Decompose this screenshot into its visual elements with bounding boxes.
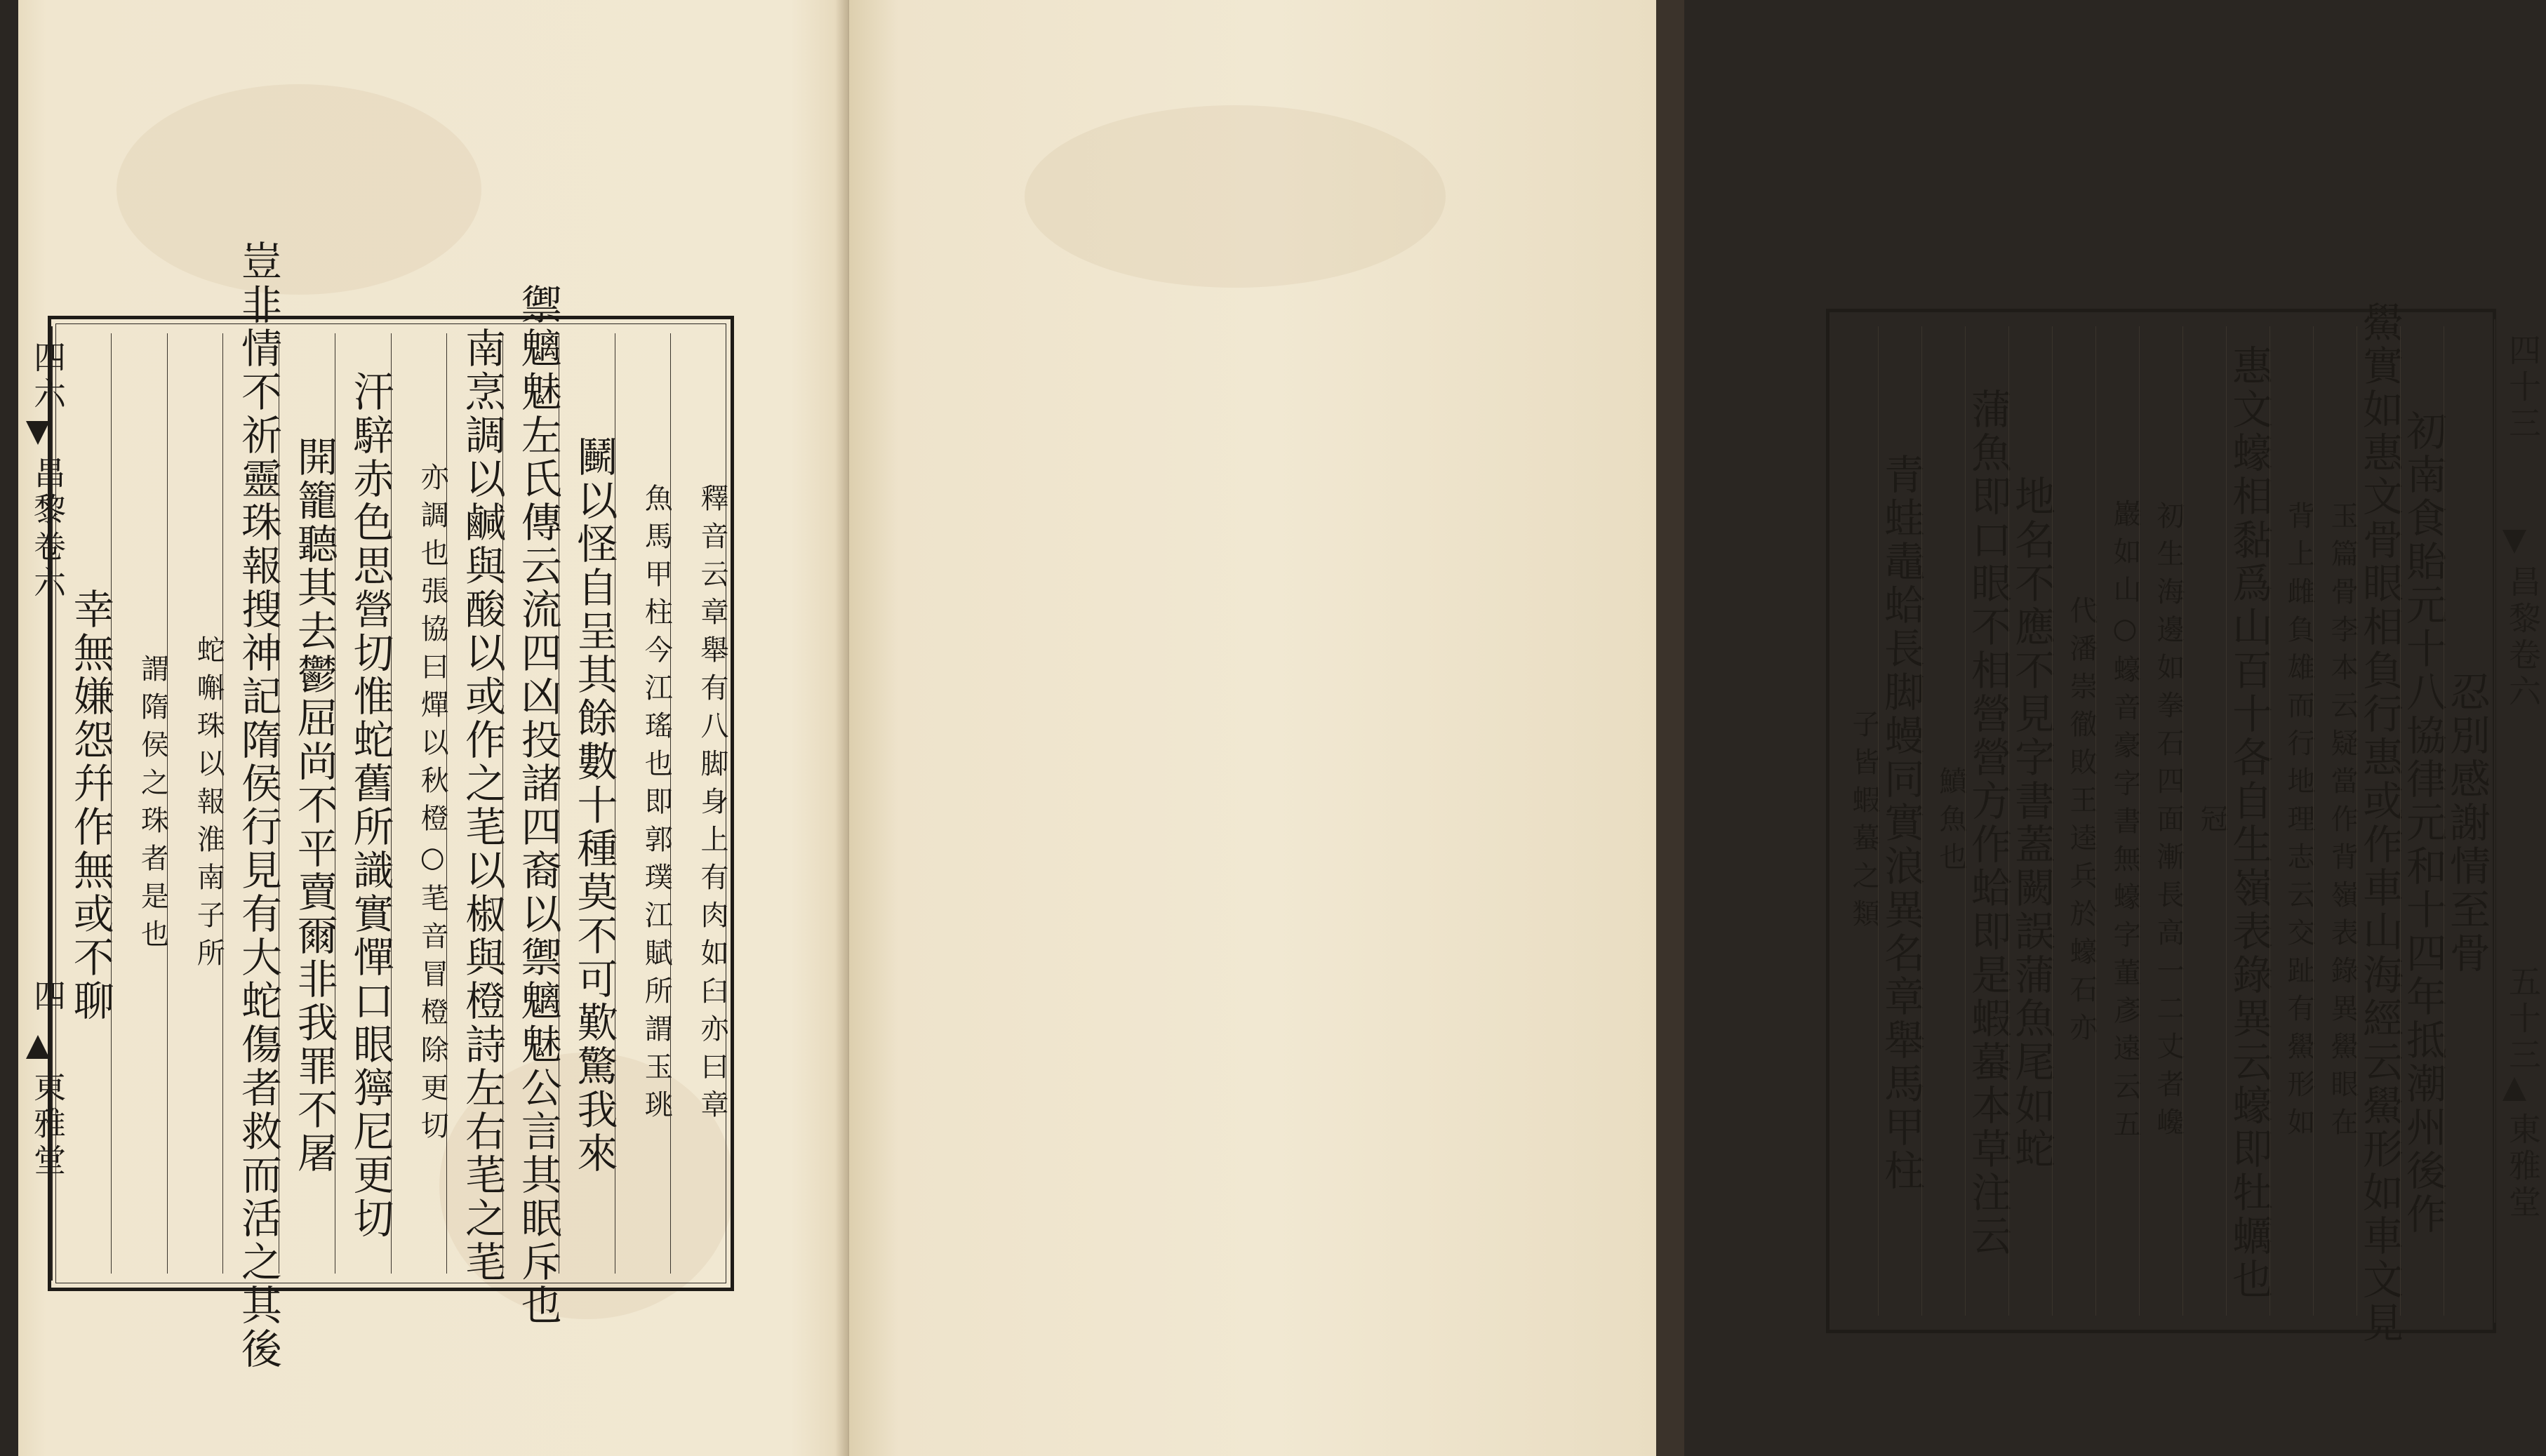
text-column: 地名不應不見字書蓋闕誤蒲魚尾如蛇 (2008, 326, 2052, 1316)
text-column: 鱟實如惠文骨眼相負行惠或作車山海經云鱟形如車文見 (2356, 301, 2404, 1345)
text-column: 禦魑魅左氏傳云流四凶投諸四裔以禦魑魅公言其眠斥也 (502, 333, 559, 1274)
text-column: 蒲魚即口眼不相營營方作蛤即是蝦蟇本草注云 (1965, 326, 2008, 1316)
text-column: 南烹調以鹹與酸以或作之芼以椒與橙詩左右芼之芼 (446, 333, 502, 1274)
left-margin-folio: 四 (29, 979, 67, 1015)
right-page (849, 0, 2542, 1456)
fish-tail-icon (2502, 1077, 2526, 1101)
text-column: 蛇嘝珠以報淮南子所 (167, 333, 223, 1274)
left-text-frame (29, 240, 734, 1371)
text-column: 玉篇骨李本云疑當作背嶺表錄異鱟眼在 (2313, 326, 2357, 1316)
left-margin-publisher: 東雅堂 (29, 1070, 67, 1180)
text-column: 代潘崇徹敗王逵兵於蠔石亦 (2052, 326, 2095, 1316)
left-page (18, 0, 849, 1456)
left-margin-strip (26, 326, 67, 1281)
fish-tail-icon (2502, 530, 2526, 554)
text-column: 豈非情不祈靈珠報搜神記隋侯行見有大蛇傷者救而活之其後 (222, 333, 279, 1274)
text-column: 忍別感謝情至骨 (2444, 326, 2487, 1316)
left-margin-top: 四六 (29, 340, 67, 413)
text-column: 汗騂赤色思營切惟蛇舊所識實憚口眼獰尼更切 (335, 333, 391, 1274)
text-column: 亦調也張協曰燀以秋橙○芼音冒橙除更切 (391, 333, 447, 1274)
text-column: 背上雌負雄而行地理志云交趾有鱟形如 (2270, 326, 2313, 1316)
text-column: 鬭以怪自呈其餘數十種莫不可歎驚我來 (559, 333, 615, 1274)
text-column: 開籠聽其去鬱屈尚不平賣爾非我罪不屠 (279, 333, 335, 1274)
fish-tail-icon (26, 1035, 50, 1059)
text-column: 冠 (2182, 326, 2226, 1316)
text-column: 鱝魚也 (1921, 326, 1965, 1316)
text-column: 巖如山○蠔音豪字書無蠔字董彥遠云五 (2095, 326, 2139, 1316)
left-text-columns (55, 240, 728, 1371)
right-text-frame (1826, 301, 2542, 1345)
text-column: 幸無嫌怨幷作無或不聊 (66, 588, 114, 1023)
right-margin-top: 四十三 (2504, 333, 2542, 443)
text-column: 惠文蠔相黏爲山百十各自生嶺表錄異云蠔即牡蠣也 (2226, 326, 2270, 1316)
right-margin-title: 昌黎卷六 (2504, 565, 2542, 711)
book-edge (1656, 0, 1684, 1456)
text-column: 子皆蝦蟇之類 (1848, 709, 1880, 937)
text-column: 魚馬甲柱今江瑤也即郭璞江賦所謂玉珧 (615, 333, 671, 1274)
right-margin-publisher: 東雅堂 (2504, 1112, 2542, 1222)
text-column: 初生海邊如拳石四面漸長高一二丈者巉 (2139, 326, 2182, 1316)
right-text-columns (1835, 301, 2491, 1345)
left-margin-title: 昌黎卷六 (29, 456, 67, 602)
text-column: 釋音云章舉有八脚身上有肉如臼亦曰章 (670, 333, 726, 1274)
right-margin-folio: 五十三 (2504, 965, 2542, 1074)
text-column: 青蛙鼃蛤長脚蟃同實浪異名章舉馬甲柱 (1878, 326, 1921, 1316)
text-column: 初南食貽元十八協律元和十四年抵潮州後作 (2400, 326, 2444, 1316)
right-margin-strip (2494, 319, 2542, 1323)
text-column: 謂隋侯之珠者是也 (111, 333, 167, 1274)
fish-tail-icon (26, 421, 50, 445)
